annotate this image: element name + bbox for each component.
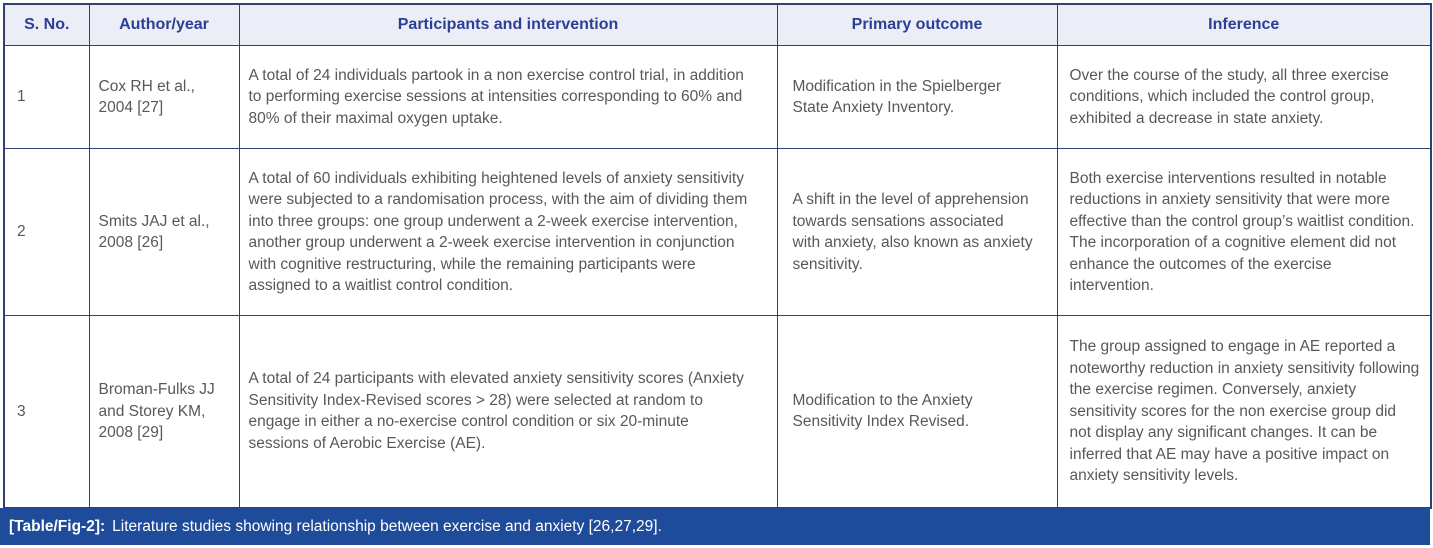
column-header-author-year: Author/year — [89, 4, 239, 46]
cell-author-year: Cox RH et al., 2004 [27] — [89, 46, 239, 149]
cell-sno: 3 — [4, 316, 89, 508]
table-row-2 — [4, 149, 1431, 316]
cell-participants-intervention: A total of 60 individuals exhibiting heightened levels of anxiety sensitivity were subjected to a randomisation process, with the aim of dividing them into three groups: one group underwent a 2-week exercise intervention, another group underwent a 2-week exercise intervention in conjunction with cognitive restructuring, while the remaining participants were assigned to a waitlist control condition. — [239, 149, 777, 316]
cell-participants-intervention: A total of 24 participants with elevated anxiety sensitivity scores (Anxiety Sensitivity Index-Revised scores > 28) were selected at random to engage in either a no-exercise control condition or six 20-minute sessions of Aerobic Exercise (AE). — [239, 316, 777, 508]
table-caption-bar — [0, 508, 1430, 545]
table-header-row — [4, 4, 1431, 46]
cell-inference: Over the course of the study, all three exercise conditions, which included the control group, exhibited a decrease in state anxiety. — [1057, 46, 1431, 149]
literature-table — [3, 3, 1432, 509]
column-header-participants-intervention: Participants and intervention — [239, 4, 777, 46]
cell-sno: 1 — [4, 46, 89, 149]
table-row-1 — [4, 46, 1431, 149]
cell-inference: The group assigned to engage in AE reported a noteworthy reduction in anxiety sensitivity following the exercise regimen. Conversely, anxiety sensitivity scores for the non exercise group did not display any significant changes. It can be inferred that AE may have a positive impact on anxiety sensitivity levels. — [1057, 316, 1431, 508]
cell-sno: 2 — [4, 149, 89, 316]
cell-author-year: Smits JAJ et al., 2008 [26] — [89, 149, 239, 316]
cell-inference: Both exercise interventions resulted in notable reductions in anxiety sensitivity that were more effective than the control group’s waitlist condition. The incorporation of a cognitive element did not enhance the outcomes of the exercise intervention. — [1057, 149, 1431, 316]
cell-participants-intervention: A total of 24 individuals partook in a non exercise control trial, in addition to performing exercise sessions at intensities corresponding to 60% and 80% of their maximal oxygen uptake. — [239, 46, 777, 149]
cell-primary-outcome: Modification in the Spielberger State Anxiety Inventory. — [777, 46, 1057, 149]
cell-author-year: Broman-Fulks JJ and Storey KM, 2008 [29] — [89, 316, 239, 508]
caption-text: Literature studies showing relationship between exercise and anxiety [26,27,29]. — [112, 517, 662, 535]
cell-primary-outcome: A shift in the level of apprehension towards sensations associated with anxiety, also known as anxiety sensitivity. — [777, 149, 1057, 316]
column-header-primary-outcome: Primary outcome — [777, 4, 1057, 46]
column-header-sno: S. No. — [4, 4, 89, 46]
cell-primary-outcome: Modification to the Anxiety Sensitivity Index Revised. — [777, 316, 1057, 508]
caption-label: [Table/Fig-2]: — [9, 517, 106, 535]
column-header-inference: Inference — [1057, 4, 1431, 46]
table-row-3 — [4, 316, 1431, 508]
